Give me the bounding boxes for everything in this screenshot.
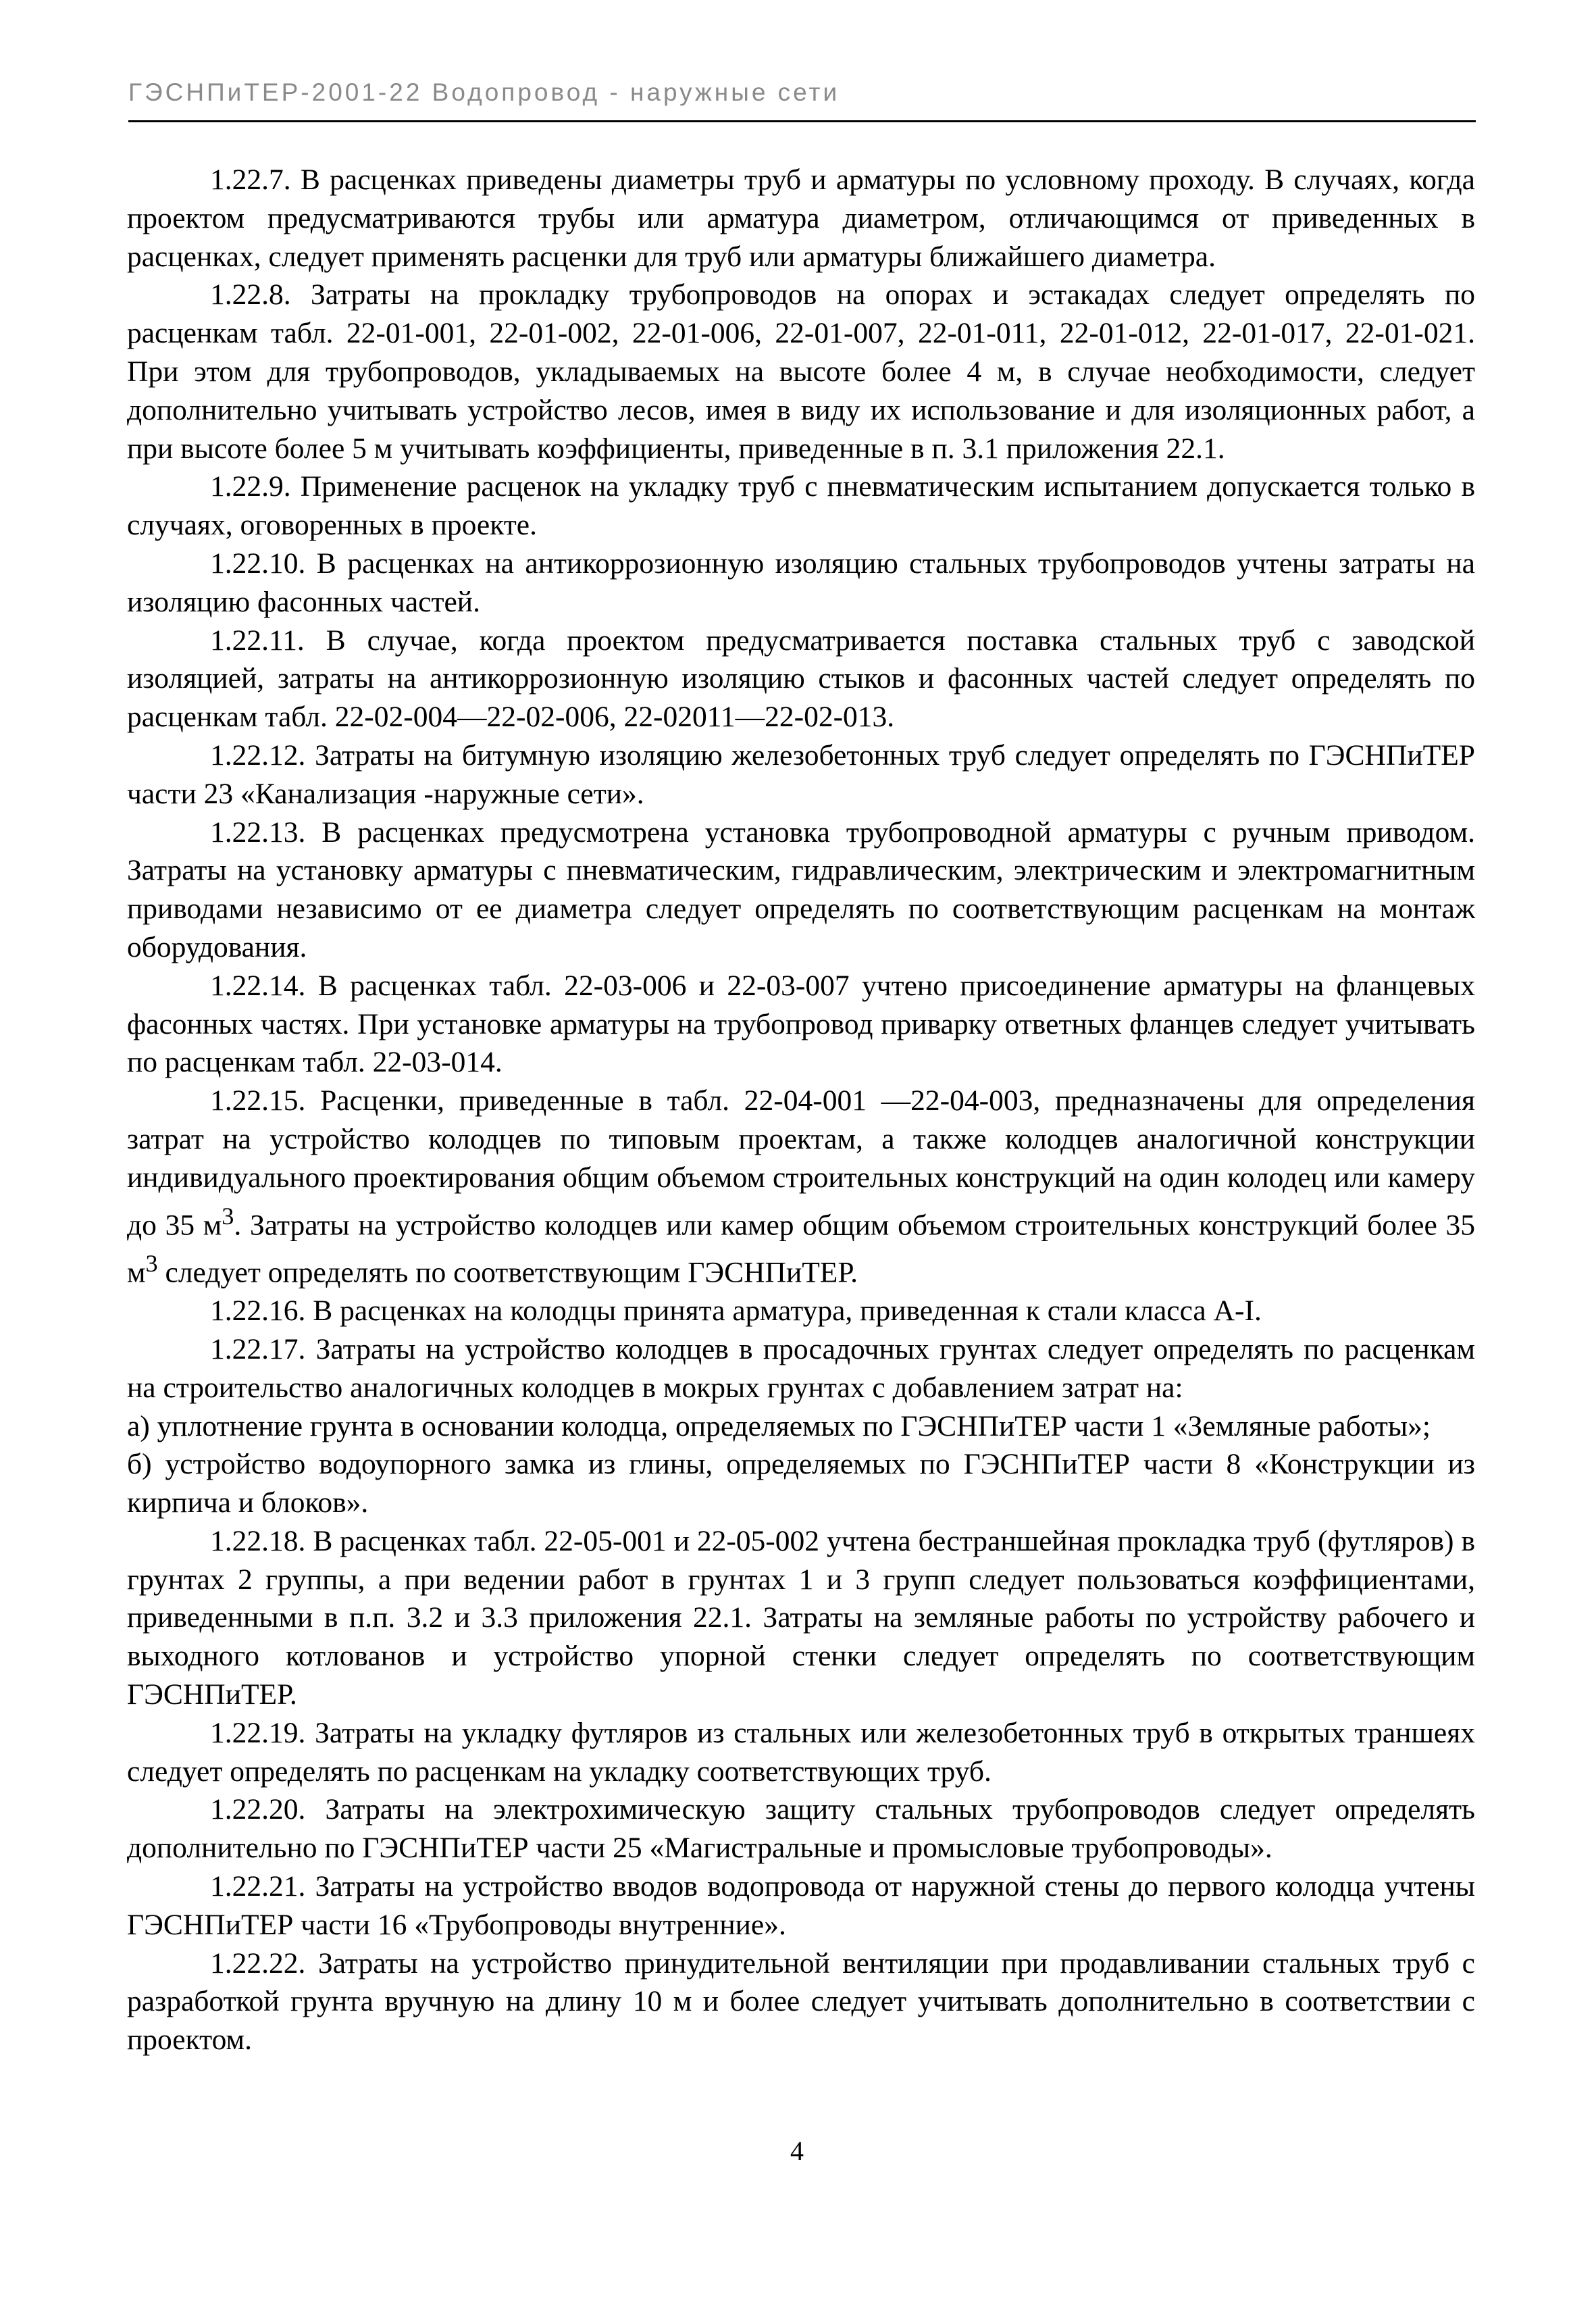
paragraph-1-22-12: 1.22.12. Затраты на битумную изоляцию железобетонных труб следует определять по ГЭСНПиТЕР части 23 «Канализация -наружные сети». <box>127 738 1475 810</box>
list-item-a: а) уплотнение грунта в основании колодца, определяемых по ГЭСНПиТЕР части 1 «Земляные работы»; <box>127 1409 1431 1442</box>
page-number: 4 <box>790 2136 804 2166</box>
superscript-cubic-1: 3 <box>222 1202 234 1230</box>
paragraph-1-22-20: 1.22.20. Затраты на электрохимическую защиту стальных трубопроводов следует определять дополнительно по ГЭСНПиТЕР части 25 «Магистральные и промысловые трубопроводы». <box>127 1793 1475 1865</box>
header-divider <box>128 120 1476 122</box>
paragraph-1-22-8: 1.22.8. Затраты на прокладку трубопроводов на опорах и эстакадах следует определять по расценкам табл. 22-01-001, 22-01-002, 22-01-006, 22-01-007, 22-01-011, 22-01-012, 22-01-017, 22-01-021. При этом для трубопроводов, укладываемых на высоте более 4 м, в случае необходимости, следует дополнительно учитывать устройство лесов, имея в виду их использование и для изоляционных работ, а при высоте более 5 м учитывать коэффициенты, приведенные в п. 3.1 приложения 22.1. <box>127 278 1475 465</box>
paragraph-1-22-19: 1.22.19. Затраты на укладку футляров из стальных или железобетонных труб в открытых траншеях следует определять по расценкам на укладку соответствующих труб. <box>127 1716 1475 1788</box>
list-item-b: б) устройство водоупорного замка из глины, определяемых по ГЭСНПиТЕР части 8 «Конструкции из кирпича и блоков». <box>127 1448 1475 1519</box>
paragraph-1-22-9: 1.22.9. Применение расценок на укладку труб с пневматическим испытанием допускается только в случаях, оговоренных в проекте. <box>127 470 1475 542</box>
paragraph-1-22-15-text-a: 1.22.15. Расценки, приведенные в табл. 22-04-001 —22-04-003, предназначены для определения затрат на устройство колодцев по типовым проектам, а также колодцев аналогичной конструкции индивидуального проектирования общим объемом строительных конструкций на один колодец или камеру до 35 м <box>127 1084 1475 1242</box>
paragraph-1-22-15 <box>127 1082 1475 1292</box>
paragraph-1-22-21: 1.22.21. Затраты на устройство вводов водопровода от наружной стены до первого колодца учтены ГЭСНПиТЕР части 16 «Трубопроводы внутренние». <box>127 1870 1475 1941</box>
paragraph-1-22-7: 1.22.7. В расценках приведены диаметры труб и арматуры по условному проходу. В случаях, когда проектом предусматриваются трубы или арматура диаметром, отличающимся от приведенных в расценках, следует применять расценки для труб или арматуры ближайшего диаметра. <box>127 164 1475 273</box>
paragraph-1-22-10: 1.22.10. В расценках на антикоррозионную изоляцию стальных трубопроводов учтены затраты на изоляцию фасонных частей. <box>127 547 1475 618</box>
superscript-cubic-2: 3 <box>145 1249 158 1277</box>
paragraph-1-22-15-text-b: . Затраты на устройство колодцев или камер общим объемом строительных конструкций более 35 м <box>127 1209 1475 1289</box>
paragraph-1-22-11: 1.22.11. В случае, когда проектом предусматривается поставка стальных труб с заводской изоляцией, затраты на антикоррозионную изоляцию стыков и фасонных частей следует определять по расценкам табл. 22-02-004—22-02-006, 22-02011—22-02-013. <box>127 624 1475 734</box>
paragraph-1-22-13: 1.22.13. В расценках предусмотрена установка трубопроводной арматуры с ручным приводом. Затраты на установку арматуры с пневматическим, гидравлическим, электрическим и электромагнитным приводами независимо от ее диаметра следует определять по соответствующим расценкам на монтаж оборудования. <box>127 815 1475 963</box>
paragraph-1-22-16: 1.22.16. В расценках на колодцы принята арматура, приведенная к стали класса А-I. <box>210 1294 1262 1328</box>
paragraph-1-22-22: 1.22.22. Затраты на устройство принудительной вентиляции при продавливании стальных труб с разработкой грунта вручную на длину 10 м и более следует учитывать дополнительно в соответствии с проектом. <box>127 1946 1475 2057</box>
paragraph-1-22-17: 1.22.17. Затраты на устройство колодцев в просадочных грунтах следует определять по расценкам на строительство аналогичных колодцев в мокрых грунтах с добавлением затрат на: <box>127 1332 1475 1404</box>
paragraph-1-22-18: 1.22.18. В расценках табл. 22-05-001 и 22-05-002 учтена бестраншейная прокладка труб (футляров) в грунтах 2 группы, а при ведении работ в грунтах 1 и 3 групп следует пользоваться коэффициентами, приведенными в п.п. 3.2 и 3.3 приложения 22.1. Затраты на земляные работы по устройству рабочего и выходного котлованов и устройство упорной стенки следует определять по соответствующим ГЭСНПиТЕР. <box>127 1524 1475 1711</box>
paragraph-1-22-14: 1.22.14. В расценках табл. 22-03-006 и 22-03-007 учтено присоединение арматуры на фланцевых фасонных частях. При установке арматуры на трубопровод приварку ответных фланцев следует учитывать по расценкам табл. 22-03-014. <box>127 969 1475 1079</box>
paragraph-1-22-15-text-c: следует определять по соответствующим ГЭСНПиТЕР. <box>157 1256 858 1289</box>
running-header: ГЭСНПиТЕР-2001-22 Водопровод - наружные сети <box>128 78 840 106</box>
document-body <box>127 161 1475 2059</box>
